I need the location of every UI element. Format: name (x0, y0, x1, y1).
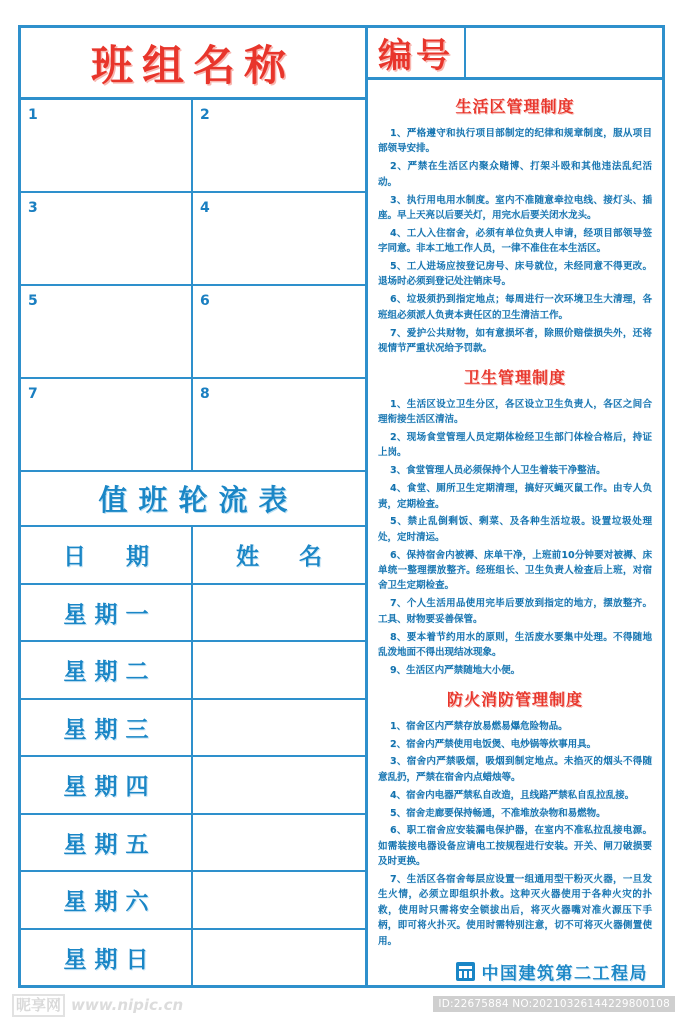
number-value-cell[interactable] (466, 28, 662, 77)
watermark-left (12, 994, 183, 1017)
brand-name: 中国建筑第二工程局 (481, 964, 648, 985)
roster-title-cell (21, 472, 365, 527)
section-heading-fire-safety: 防火消防管理制度 (446, 689, 583, 709)
roster-day-label: 星期五 (63, 831, 157, 858)
roster-day-cell (21, 585, 193, 641)
roster-col-date-label: 日 期 (62, 544, 165, 571)
rule-item: 7、爱护公共财物，如有意损坏者，除照价赔偿损失外，还将视情节严重状况给予罚款。 (378, 327, 652, 354)
roster-day-cell (21, 872, 193, 928)
roster-col-name-label: 姓 名 (235, 544, 338, 571)
rule-item: 2、宿舍内严禁使用电饭煲、电炒锅等炊事用具。 (390, 738, 597, 750)
team-title-cell (21, 28, 365, 100)
member-slot-4[interactable] (193, 193, 365, 286)
section-heading-sanitation: 卫生管理制度 (463, 367, 566, 387)
roster-day-cell (21, 700, 193, 756)
roster-day-cell (21, 930, 193, 986)
rule-item: 9、生活区内严禁随地大小便。 (390, 664, 521, 676)
rules-area (368, 80, 662, 994)
member-slot-grid (21, 100, 365, 472)
rule-item: 6、职工宿舍应安装漏电保护器，在室内不准私拉乱接电源。如需装接电器设备应请电工按规程进行安装。开关、闸刀破损要及时更换。 (378, 825, 652, 868)
member-slot-6[interactable] (193, 286, 365, 379)
table-row (21, 872, 365, 930)
roster-day-label: 星期三 (63, 716, 157, 743)
cscec-logo-icon (456, 962, 475, 981)
slot-number-6: 6 (200, 293, 210, 309)
number-header-row (368, 28, 662, 80)
roster-col-name (193, 527, 365, 583)
member-slot-5[interactable] (21, 286, 193, 379)
table-row (21, 815, 365, 873)
rule-item: 1、严格遵守和执行项目部制定的纪律和规章制度，服从项目部领导安排。 (378, 128, 652, 155)
number-label: 编号 (378, 36, 454, 76)
rule-item: 8、要本着节约用水的原则，生活废水要集中处理。不得随地乱泼地面不得出现结冰现象。 (378, 631, 652, 658)
watermark-url: www.nipic.cn (71, 996, 184, 1015)
roster-name-cell[interactable] (193, 700, 365, 756)
rule-item: 3、宿舍内严禁吸烟，吸烟到制定地点。未掐灭的烟头不得随意乱扔，严禁在宿舍内点蜡烛等。 (378, 756, 652, 783)
page-title: 班组名称 (90, 40, 295, 90)
rule-item: 1、生活区设立卫生分区，各区设立卫生负责人，各区之间合理衔接生活区清洁。 (378, 398, 652, 426)
roster-day-cell (21, 815, 193, 871)
brand-row (378, 951, 652, 990)
rule-item: 4、宿舍内电器严禁私自改造，且线路严禁私自乱拉乱接。 (390, 789, 635, 801)
watermark-badge: 昵享网 (12, 994, 65, 1017)
rule-item: 7、个人生活用品使用完毕后要放到指定的地方，摆放整齐。工具、财物要妥善保管。 (378, 598, 652, 625)
rule-item: 3、食堂管理人员必须保持个人卫生着装干净整洁。 (390, 465, 606, 477)
watermark-footer (0, 990, 683, 1024)
roster-name-cell[interactable] (193, 642, 365, 698)
member-slot-7[interactable] (21, 379, 193, 472)
roster-day-label: 星期二 (63, 659, 157, 686)
roster-name-cell[interactable] (193, 872, 365, 928)
rule-item: 6、保持宿舍内被褥、床单干净，上班前10分钟要对被褥、床单统一整理摆放整齐。经班组长、卫生负责人检查后上班，对宿舍卫生定期检查。 (378, 549, 652, 592)
rule-item: 6、垃圾须扔到指定地点；每周进行一次环境卫生大清理，各班组必须派人负责本责任区的卫生清洁工作。 (378, 294, 652, 321)
member-slot-1[interactable] (21, 100, 193, 193)
roster-name-cell[interactable] (193, 815, 365, 871)
member-slot-2[interactable] (193, 100, 365, 193)
slot-number-4: 4 (200, 200, 210, 216)
rule-item: 5、宿舍走廊要保持畅通，不准堆放杂物和易燃物。 (390, 807, 606, 819)
table-row (21, 700, 365, 758)
roster-header-row (21, 527, 365, 585)
table-row (21, 642, 365, 700)
roster-day-cell (21, 757, 193, 813)
rule-item: 2、现场食堂管理人员定期体检经卫生部门体检合格后，持证上岗。 (378, 432, 652, 459)
member-slot-8[interactable] (193, 379, 365, 472)
roster-name-cell[interactable] (193, 930, 365, 986)
slot-number-1: 1 (28, 107, 38, 123)
roster-col-date (21, 527, 193, 583)
rule-item: 2、严禁在生活区内聚众赌博、打架斗殴和其他违法乱纪活动。 (378, 161, 652, 188)
slot-number-3: 3 (28, 200, 38, 216)
rule-item: 3、执行用电用水制度。室内不准随意牵拉电线、接灯头、插座。早上天亮以后要关灯，用完水后要关闭水龙头。 (378, 194, 652, 221)
rule-item: 1、宿舍区内严禁存放易燃易爆危险物品。 (390, 720, 568, 732)
roster-day-label: 星期日 (63, 946, 157, 973)
rule-item: 4、食堂、厕所卫生定期清理，搞好灭蝇灭鼠工作。由专人负责，定期检查。 (378, 483, 652, 510)
roster-day-label: 星期四 (63, 774, 157, 801)
table-row (21, 585, 365, 643)
rule-item: 4、工人入住宿舍，必须有单位负责人申请，经项目部领导签字同意。非本工地工作人员，一律不准住在本生活区。 (378, 227, 652, 255)
roster-day-label: 星期六 (63, 889, 157, 916)
rule-item: 5、禁止乱倒剩饭、剩菜、及各种生活垃圾。设置垃圾处理处，定时清运。 (378, 516, 652, 543)
roster-title: 值班轮流表 (98, 483, 299, 517)
right-column (368, 28, 662, 985)
roster-day-label: 星期一 (63, 601, 157, 628)
section-heading-living-area: 生活区管理制度 (455, 97, 575, 116)
slot-number-8: 8 (200, 386, 210, 402)
slot-number-7: 7 (28, 386, 38, 402)
roster-name-cell[interactable] (193, 585, 365, 641)
watermark-id: ID:22675884 NO:20210326144229800108 (433, 996, 675, 1012)
table-row (21, 930, 365, 986)
number-label-cell (368, 28, 466, 77)
member-slot-3[interactable] (21, 193, 193, 286)
slot-number-5: 5 (28, 293, 38, 309)
slot-number-2: 2 (200, 107, 210, 123)
left-column (21, 28, 368, 985)
table-row (21, 757, 365, 815)
roster-name-cell[interactable] (193, 757, 365, 813)
notice-board (18, 25, 665, 988)
rule-item: 5、工人进场应按登记房号、床号就位，未经同意不得更改。退场时必须到登记处注销床号。 (378, 261, 652, 288)
duty-roster-table (21, 527, 365, 985)
rule-item: 7、生活区各宿舍每层应设置一组通用型干粉灭火器，一旦发生火情，必须立即组织扑救。这种灭火器使用于各种火灾的扑救，使用时只需将安全锁拔出后，将灭火器嘴对准火源压下手柄，即可将火扑灭。使用时需特别注意，切不可将灭火器侧置使用。 (378, 874, 652, 947)
roster-day-cell (21, 642, 193, 698)
